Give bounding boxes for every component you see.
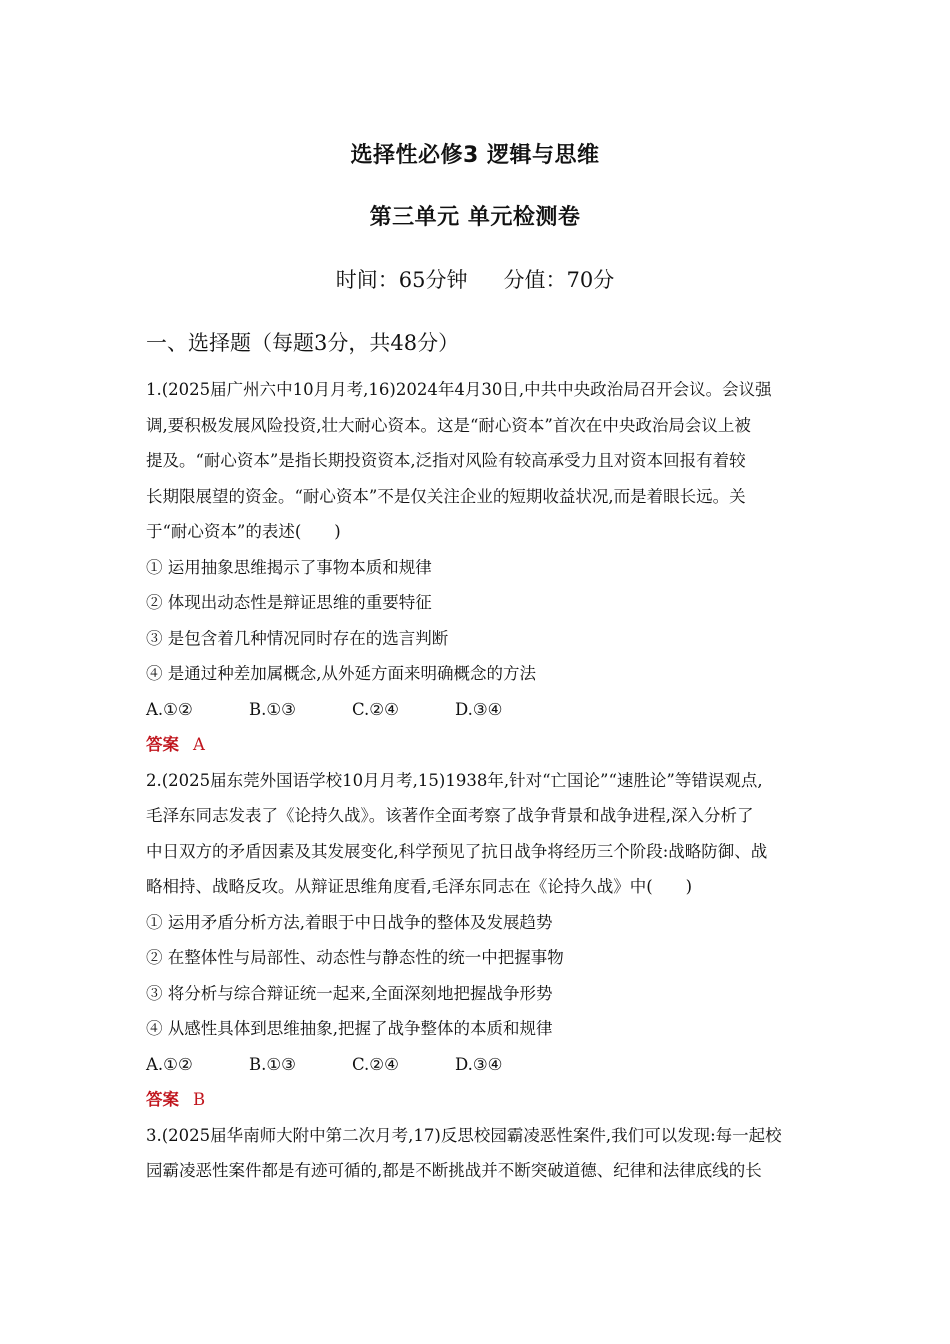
question-stem-line: 毛泽东同志发表了《论持久战》。该著作全面考察了战争背景和战争进程,深入分析了: [146, 806, 754, 825]
exam-time: 时间：65分钟: [335, 268, 468, 292]
option-b: B.①③: [249, 1054, 296, 1074]
question-stem-line: 1.(2025届广州六中10月月考,16)2024年4月30日,中共中央政治局召开会议。会议强: [146, 380, 772, 399]
section-heading: 一、选择题（每题3分，共48分）: [146, 331, 460, 355]
option-d: D.③④: [455, 1054, 503, 1074]
question-stem-line: 中日双方的矛盾因素及其发展变化,科学预见了抗日战争将经历三个阶段:战略防御、战: [146, 841, 768, 861]
statement-4: ④ 从感性具体到思维抽象,把握了战争整体的本质和规律: [146, 1019, 553, 1038]
answer-options: [146, 1047, 814, 1083]
statement-3: ③ 将分析与综合辩证统一起来,全面深刻地把握战争形势: [146, 983, 553, 1003]
question-1: [146, 372, 814, 763]
exam-score: 分值：70分: [503, 268, 615, 292]
answer-line: [146, 727, 814, 763]
answer-label: 答案: [146, 735, 179, 754]
question-3: [146, 1118, 814, 1189]
option-a: A.①②: [146, 1054, 193, 1074]
question-stem-line: 提及。“耐心资本”是指长期投资资本,泛指对风险有较高承受力且对资本回报有着较: [146, 451, 746, 470]
question-stem-line: 长期限展望的资金。“耐心资本”不是仅关注企业的短期收益状况,而是着眼长远。关: [146, 486, 746, 506]
document-title: 选择性必修3 逻辑与思维: [350, 143, 600, 168]
answer-value: A: [193, 735, 205, 754]
statement-1: ① 运用矛盾分析方法,着眼于中日战争的整体及发展趋势: [146, 912, 553, 932]
statement-3: ③ 是包含着几种情况同时存在的选言判断: [146, 628, 449, 648]
question-2: [146, 763, 814, 1118]
answer-label: 答案: [146, 1090, 179, 1109]
statement-4: ④ 是通过种差加属概念,从外延方面来明确概念的方法: [146, 664, 536, 683]
statement-2: ② 在整体性与局部性、动态性与静态性的统一中把握事物: [146, 948, 564, 967]
answer-options: [146, 692, 814, 728]
answer-line: [146, 1082, 814, 1118]
option-b: B.①③: [249, 699, 296, 719]
option-a: A.①②: [146, 699, 193, 719]
question-stem-line: 园霸凌恶性案件都是有迹可循的,都是不断挑战并不断突破道德、纪律和法律底线的长: [146, 1161, 762, 1180]
question-stem-line: 3.(2025届华南师大附中第二次月考,17)反思校园霸凌恶性案件,我们可以发现:每一起校: [146, 1125, 782, 1145]
question-list: [146, 372, 814, 1189]
question-stem-line: 调,要积极发展风险投资,壮大耐心资本。这是“耐心资本”首次在中央政治局会议上被: [146, 415, 751, 435]
document-subtitle: 第三单元 单元检测卷: [369, 205, 581, 230]
option-c: C.②④: [352, 1054, 399, 1074]
statement-2: ② 体现出动态性是辩证思维的重要特征: [146, 593, 432, 612]
question-stem-line: 2.(2025届东莞外国语学校10月月考,15)1938年,针对“亡国论”“速胜论”等错误观点,: [146, 770, 763, 790]
option-d: D.③④: [455, 699, 503, 719]
question-stem-line: 略相持、战略反攻。从辩证思维角度看,毛泽东同志在《论持久战》中( ): [146, 877, 693, 896]
exam-meta: [0, 264, 950, 294]
statement-1: ① 运用抽象思维揭示了事物本质和规律: [146, 557, 432, 577]
question-stem-line: 于“耐心资本”的表述( ): [146, 522, 341, 541]
answer-value: B: [193, 1090, 206, 1109]
option-c: C.②④: [352, 699, 399, 719]
